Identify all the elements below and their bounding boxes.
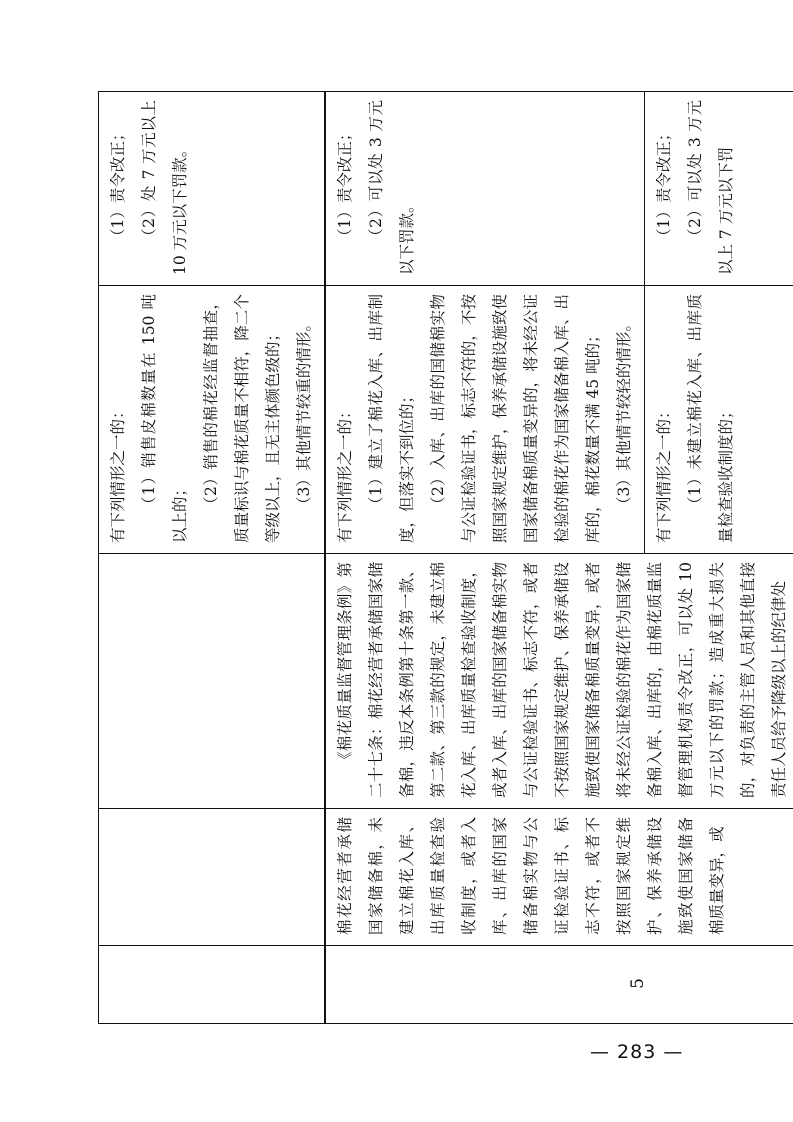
offense-cell: [99, 809, 326, 946]
circumstance-line: （3）其他情节较重的情形。: [295, 316, 313, 512]
penalty-line: （2）可以处 3 万元以上 7 万元以下罚: [686, 100, 735, 275]
circumstance-line: （3）其他情节较轻的情形。: [615, 316, 633, 512]
table-row: [325, 92, 645, 1024]
circumstance-line: （1）销售皮棉数量在 150 吨以上的；: [140, 294, 189, 543]
circumstances-cell: [99, 286, 326, 554]
circumstance-line: 有下列情形之一的：: [109, 403, 127, 543]
offense-cell: 棉花经营者承储国家储备棉，未建立棉花入库、出库质量检查验收制度，或者入库、出库的国家储备棉实物与公证检验证书、标志不符，或者不按照国家规定维护、保养承储设施致使国家储备棉质量变异，或: [325, 809, 793, 946]
page-number: — 283 —: [590, 1041, 684, 1063]
circumstances-cell: [645, 286, 793, 554]
circumstance-line: （2）入库、出库的国储棉实物与公证检验证书，标志不符的，不按照国家规定维护，保养承储设施致使国家储备棉质量变异的，将未经公证检验的棉花作为国家储备棉入库、出库的，棉花数量不满 45 吨的；: [429, 294, 602, 543]
penalty-cell: [645, 92, 793, 286]
penalty-line: （2）处 7 万元以上 10 万元以下罚款。: [140, 100, 189, 275]
circumstance-line: 有下列情形之一的：: [336, 403, 354, 543]
legal-basis-cell: [99, 554, 326, 809]
circumstance-line: （2）销售的棉花经监督抽查，质量标识与棉花质量不相符，降二个等级以上，且无主体颜色级的；: [202, 294, 282, 543]
circumstance-line: （1）建立了棉花入库、出库制度，但落实不到位的；: [367, 294, 416, 543]
circumstances-cell: [325, 286, 645, 554]
penalty-line: （2）可以处 3 万元以下罚款。: [367, 100, 416, 275]
penalty-line: （1）责令改正；: [336, 125, 354, 244]
penalty-line: （1）责令改正；: [109, 125, 127, 244]
penalty-standards-table: [98, 91, 793, 1024]
penalty-line: （1）责令改正；: [655, 125, 673, 244]
penalty-cell: [99, 92, 326, 286]
row-number-cell: 5: [325, 946, 793, 1024]
row-number-cell: [99, 946, 326, 1024]
circumstance-line: （1）未建立棉花入库、出库质量检查验收制度的；: [686, 294, 735, 543]
legal-basis-cell: 《棉花质量监督管理条例》第二十七条：棉花经营者承储国家储备棉，违反本条例第十条第一款、第二款、第三款的规定，未建立棉花入库、出库质量检查验收制度，或者入库、出库的国家储备棉实物与公证检验证书、标志不符，或者不按照国家规定维护、保养承储设施致使国家储备棉质量变异，或者将未经公证检验的棉花作为国家储备棉入库、出库的，由棉花质量监督管理机构责令改正，可以处 10 万元以下的罚款；造成重大损失的，对负责的主管人员和其他直接责任人员给予降级以上的纪律处: [325, 554, 793, 809]
table-row: [99, 92, 326, 1024]
penalty-cell: [325, 92, 645, 286]
rotated-table-page: [98, 92, 788, 1024]
circumstance-line: 有下列情形之一的：: [655, 403, 673, 543]
